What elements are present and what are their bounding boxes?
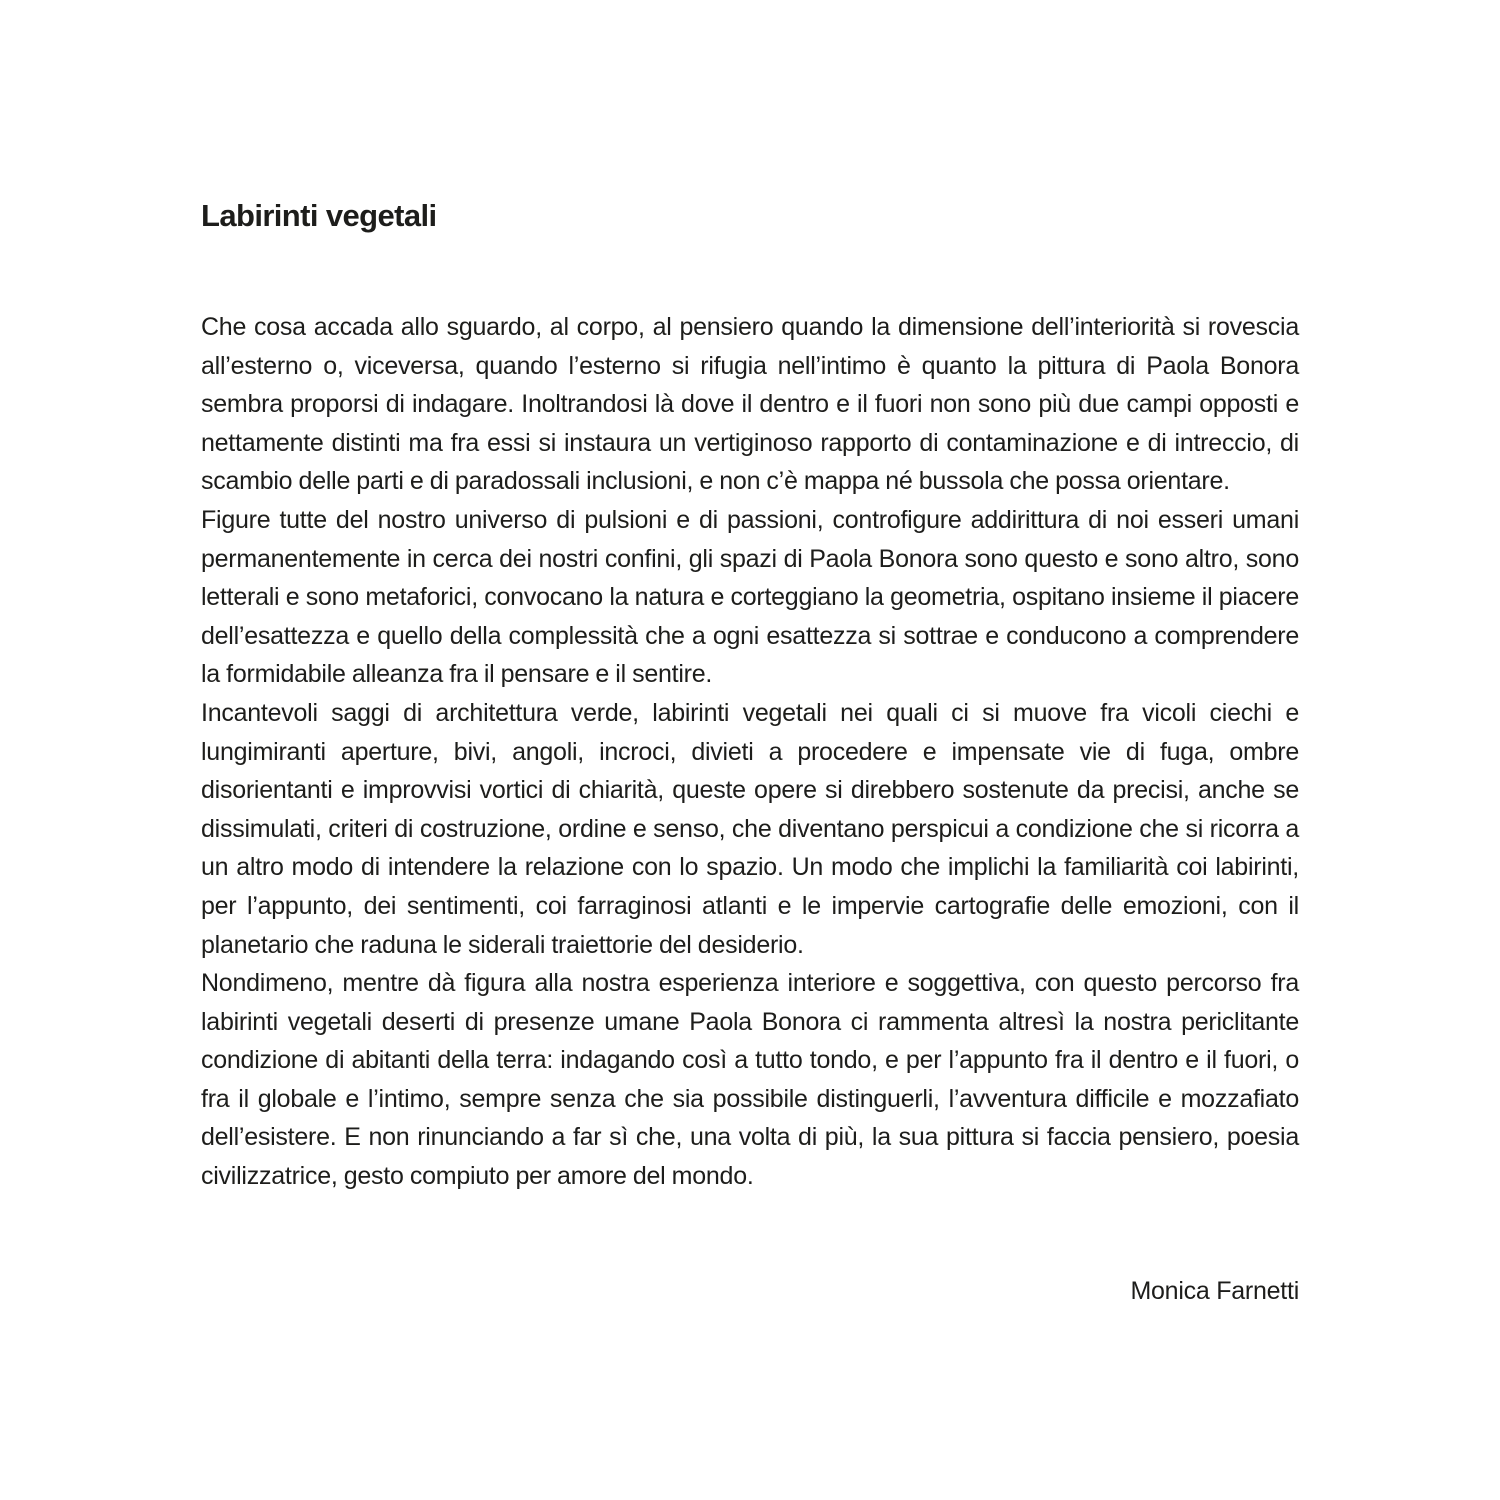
author-signature: Monica Farnetti [1130, 1277, 1299, 1305]
document-content [201, 196, 1299, 1305]
page-title: Labirinti vegetali [201, 198, 437, 233]
paragraph-1: Che cosa accada allo sguardo, al corpo, al pensiero quando la dimensione dell’interiorità si rovescia all’esterno o, viceversa, quando l’esterno si rifugia nell’intimo è quanto la pittura di Paola Bonora sembra proporsi di indagare. Inoltrandosi là dove il dentro e il fuori non sono più due campi opposti e nettamente distinti ma fra essi si instaura un vertiginoso rapporto di contaminazione e di intreccio, di scambio delle parti e di paradossali inclusioni, e non c’è mappa né bussola che possa orientare. [201, 313, 1299, 496]
essay-body [201, 308, 1299, 1196]
paragraph-2: Figure tutte del nostro universo di pulsioni e di passioni, controfigure addirittura di noi esseri umani permanentemente in cerca dei nostri confini, gli spazi di Paola Bonora sono questo e sono altro, sono letterali e sono metaforici, convocano la natura e corteggiano la geometria, ospitano insieme il piacere dell’esattezza e quello della complessità che a ogni esattezza si sottrae e conducono a comprendere la formidabile alleanza fra il pensare e il sentire. [201, 505, 1299, 689]
paragraph-4: Nondimeno, mentre dà figura alla nostra esperienza interiore e soggettiva, con questo percorso fra labirinti vegetali deserti di presenze umane Paola Bonora ci rammenta altresì la nostra periclitante condizione di abitanti della terra: indagando così a tutto tondo, e per l’appunto fra il dentro e il fuori, o fra il globale e l’intimo, sempre senza che sia possibile distinguerli, l’avventura difficile e mozzafiato dell’esistere. E non rinunciando a far sì che, una volta di più, la sua pittura si faccia pensiero, poesia civilizzatrice, gesto compiuto per amore del mondo. [201, 969, 1299, 1191]
paragraph-3: Incantevoli saggi di architettura verde, labirinti vegetali nei quali ci si muove fra vicoli ciechi e lungimiranti aperture, bivi, angoli, incroci, divieti a procedere e impensate vie di fuga, ombre disorientanti e improvvisi vortici di chiarità, queste opere si direbbero sostenute da precisi, anche se dissimulati, criteri di costruzione, ordine e senso, che diventano perspicui a condizione che si ricorra a un altro modo di intendere la relazione con lo spazio. Un modo che implichi la familiarità coi labirinti, per l’appunto, dei sentimenti, coi farraginosi atlanti e le impervie cartografie delle emozioni, con il planetario che raduna le siderali traiettorie del desiderio. [201, 698, 1299, 959]
